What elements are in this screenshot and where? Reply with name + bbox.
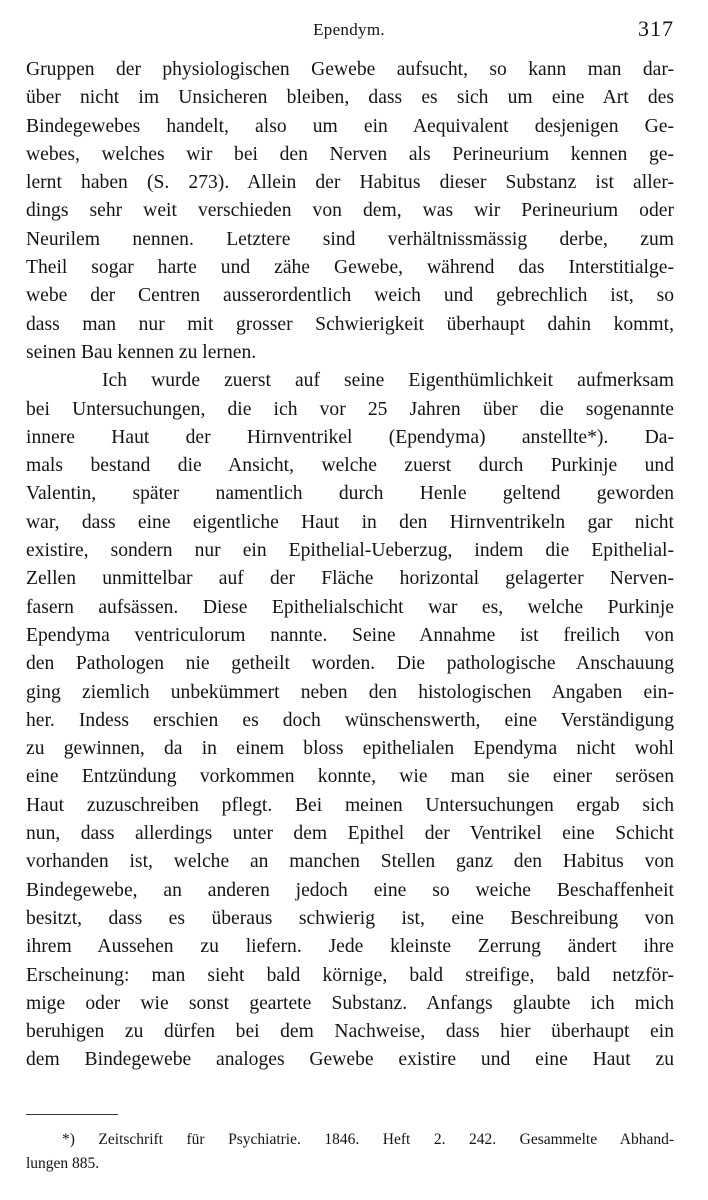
text-line: fasern aufsässen. Diese Epithelialschicht war es, welche Purkinje [26, 596, 674, 618]
text-line: bei Untersuchungen, die ich vor 25 Jahren über die sogenannte [26, 398, 674, 420]
text-line: Haut zuzuschreiben pflegt. Bei meinen Untersuchungen ergab sich [26, 794, 674, 816]
text-line: vorhanden ist, welche an manchen Stellen ganz den Habitus von [26, 851, 674, 873]
text-line: besitzt, dass es überaus schwierig ist, eine Beschreibung von [26, 907, 674, 929]
text-line: Gruppen der physiologischen Gewebe aufsucht, so kann man dar- [26, 59, 674, 80]
text-line: her. Indess erschien es doch wünschenswerth, eine Verständigung [26, 709, 674, 731]
text-line: beruhigen zu dürfen bei dem Nachweise, dass hier überhaupt ein [26, 1021, 674, 1043]
footnote-divider [26, 1114, 118, 1115]
running-head [24, 14, 674, 44]
text-line: ging ziemlich unbekümmert neben den histologischen Angaben ein- [26, 681, 674, 703]
page-number: 317 [638, 16, 674, 41]
text-line: mals bestand die Ansicht, welche zuerst durch Purkinje und [26, 455, 674, 477]
text-line: mige oder wie sonst geartete Substanz. Anfangs glaubte ich mich [26, 992, 674, 1014]
body-text [26, 56, 674, 1075]
text-line: Ependyma ventriculorum nannte. Seine Annahme ist freilich von [26, 624, 674, 646]
text-line: webes, welches wir bei den Nerven als Perineurium kennen ge- [26, 143, 674, 165]
text-line: eine Entzündung vorkommen konnte, wie man sie einer serösen [26, 766, 674, 788]
footnote-line: lungen 885. [26, 1155, 100, 1172]
text-line: lernt haben (S. 273). Allein der Habitus dieser Substanz ist aller- [26, 172, 674, 194]
text-line: war, dass eine eigentliche Haut in den Hirnventrikeln gar nicht [26, 511, 674, 533]
text-line: dings sehr weit verschieden von dem, was wir Perineurium oder [26, 200, 674, 222]
text-line: Valentin, später namentlich durch Henle geltend geworden [26, 483, 674, 505]
text-line: webe der Centren ausserordentlich weich und gebrechlich ist, so [26, 285, 674, 307]
footnote [26, 1128, 674, 1176]
text-line: dem Bindegewebe analoges Gewebe existire und eine Haut zu [26, 1049, 674, 1071]
text-line: zu gewinnen, da in einem bloss epithelialen Ependyma nicht wohl [26, 738, 674, 760]
text-line: nun, dass allerdings unter dem Epithel der Ventrikel eine Schicht [26, 823, 674, 845]
text-line: Neurilem nennen. Letztere sind verhältnissmässig derbe, zum [26, 228, 674, 250]
paragraph-end-line: seinen Bau kennen zu lernen. [26, 341, 257, 363]
text-line: dass man nur mit grosser Schwierigkeit überhaupt dahin kommt, [26, 313, 674, 335]
text-line: existire, sondern nur ein Epithelial-Ueberzug, indem die Epithelial- [26, 540, 674, 562]
text-line: Bindegewebe, an anderen jedoch eine so weiche Beschaffenheit [26, 879, 674, 901]
paragraph-start-line: Ich wurde zuerst auf seine Eigenthümlichkeit aufmerksam [102, 370, 674, 392]
running-title: Ependym. [313, 20, 385, 39]
text-line: Theil sogar harte und zähe Gewebe, während das Interstitialge- [26, 257, 674, 279]
text-line: Erscheinung: man sieht bald körnige, bald streifige, bald netzför- [26, 964, 674, 986]
footnote-line: *) Zeitschrift für Psychiatrie. 1846. Heft 2. 242. Gesammelte Abhand- [62, 1131, 674, 1148]
text-line: über nicht im Unsicheren bleiben, dass es sich um eine Art des [26, 87, 674, 109]
text-line: Bindegewebes handelt, also um ein Aequivalent desjenigen Ge- [26, 115, 674, 137]
text-line: ihrem Aussehen zu liefern. Jede kleinste Zerrung ändert ihre [26, 936, 674, 958]
text-line: Zellen unmittelbar auf der Fläche horizontal gelagerter Nerven- [26, 568, 674, 590]
text-line: den Pathologen nie getheilt worden. Die pathologische Anschauung [26, 653, 674, 675]
text-line: innere Haut der Hirnventrikel (Ependyma) anstellte*). Da- [26, 426, 674, 448]
